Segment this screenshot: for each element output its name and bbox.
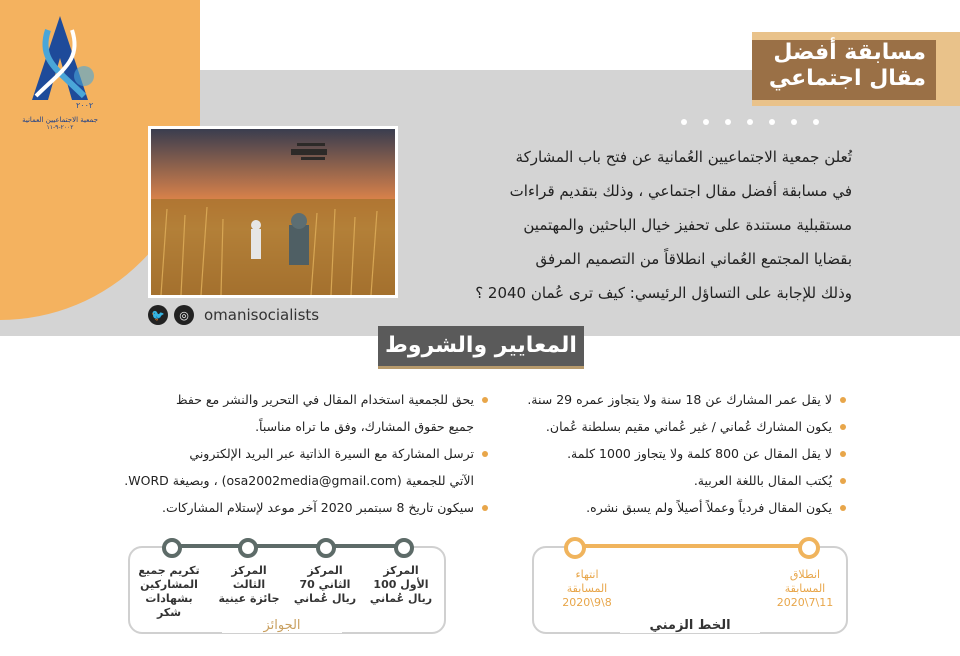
title-line-2: مقال اجتماعي — [768, 66, 926, 91]
logo-name: جمعية الاجتماعيين العمانية — [22, 116, 98, 124]
criteria-left-column — [96, 386, 488, 521]
criteria-item: ترسل المشاركة مع السيرة الذاتية عبر البريد الإلكتروني — [96, 440, 488, 467]
logo-year: ٢٠٠٢ — [76, 101, 94, 110]
criteria-right-column — [514, 386, 846, 521]
prize-honor-line-2: المشاركين — [140, 578, 198, 591]
timeline-start-label — [760, 568, 850, 610]
prizes-line — [170, 544, 404, 548]
criteria-item: يكون المقال فردياً وعملاً أصيلاً ولم يسبق نشره. — [514, 494, 846, 521]
social-handle-bar — [148, 303, 348, 327]
criteria-item-continuation: الآتي للجمعية (osa2002media@gmail.com) ، وبصيغة WORD. — [124, 473, 474, 488]
timeline-end-node — [564, 537, 586, 559]
prize-first-line-1: المركز — [383, 564, 419, 577]
title-inner — [752, 40, 936, 100]
prize-node — [394, 538, 414, 558]
criteria-item: سيكون تاريخ 8 سبتمبر 2020 آخر موعد لإستلام المشاركات. — [96, 494, 488, 521]
intro-line: مستقبلية مستندة على تحفيز خيال الباحثين والمهتمين — [523, 216, 852, 234]
timeline-start-line-2: المسابقة — [784, 582, 826, 595]
field-airplane-illustration — [151, 129, 395, 295]
prize-first-line-2: الأول 100 — [373, 578, 429, 591]
criteria-title: المعايير والشروط — [378, 326, 584, 369]
prize-first-line-3: ريال عُماني — [369, 592, 433, 605]
timeline-end-label — [542, 568, 632, 610]
prize-honor-line-3: بشهادات شكر — [145, 592, 193, 619]
criteria-item-continuation: جميع حقوق المشارك، وفق ما تراه مناسباً. — [255, 419, 474, 434]
title-box — [752, 32, 960, 106]
prize-first — [366, 564, 436, 606]
timeline-start-node — [798, 537, 820, 559]
criteria-item: لا يقل المقال عن 800 كلمة ولا يتجاوز 1000 كلمة. — [514, 440, 846, 467]
intro-line: وذلك للإجابة على التساؤل الرئيسي: كيف ترى عُمان 2040 ؟ — [475, 284, 852, 302]
prize-second — [290, 564, 360, 606]
twitter-icon[interactable]: 🐦 — [148, 305, 168, 325]
prize-node — [162, 538, 182, 558]
title-line-1: مسابقة أفضل — [773, 40, 926, 65]
timeline-end-line-2: المسابقة — [566, 582, 608, 595]
prize-second-line-2: الثاني 70 — [299, 578, 351, 591]
instagram-icon[interactable]: ◎ — [174, 305, 194, 325]
timeline-end-line-1: انتهاء — [575, 568, 599, 581]
prize-third-line-2: الثالث — [232, 578, 266, 591]
prize-third-line-1: المركز — [231, 564, 267, 577]
campaign-photo — [148, 126, 398, 298]
prize-node — [238, 538, 258, 558]
prizes-caption: الجوائز — [222, 618, 342, 633]
criteria-item: يكون المشارك عُماني / غير عُماني مقيم بسلطنة عُمان. — [514, 413, 846, 440]
prize-second-line-1: المركز — [307, 564, 343, 577]
intro-line: في مسابقة أفضل مقال اجتماعي ، وذلك بتقديم قراءات — [509, 182, 852, 200]
decorative-dots — [680, 118, 820, 126]
criteria-item: يُكتب المقال باللغة العربية. — [514, 467, 846, 494]
criteria-item: لا يقل عمر المشارك عن 18 سنة ولا يتجاوز عمره 29 سنة. — [514, 386, 846, 413]
timeline-start-date: 11\7\2020 — [776, 596, 834, 609]
prize-third-line-3: جائزة عينية — [218, 592, 280, 605]
logo-emblem-icon — [18, 10, 102, 110]
timeline-caption: الخط الزمني — [620, 618, 760, 633]
timeline-end-date: 8\9\2020 — [562, 596, 612, 609]
intro-line: تُعلن جمعية الاجتماعيين العُمانية عن فتح باب المشاركة — [515, 148, 852, 166]
criteria-item: يحق للجمعية استخدام المقال في التحرير والنشر مع حفظ — [96, 386, 488, 413]
social-handle[interactable]: omanisocialists — [204, 306, 320, 324]
association-logo — [18, 10, 102, 140]
prize-node — [316, 538, 336, 558]
prize-second-line-3: ريال عُماني — [293, 592, 357, 605]
intro-line: بقضايا المجتمع العُماني انطلاقاً من التصميم المرفق — [535, 250, 852, 268]
timeline-start-line-1: انطلاق — [789, 568, 821, 581]
logo-date: ٢٠٠٢-٩-١١ — [46, 124, 74, 131]
prize-honor-line-1: تكريم جميع — [138, 564, 200, 577]
prize-third — [214, 564, 284, 606]
intro-paragraph — [412, 140, 852, 310]
timeline-line — [572, 544, 808, 548]
prize-honor — [134, 564, 204, 620]
